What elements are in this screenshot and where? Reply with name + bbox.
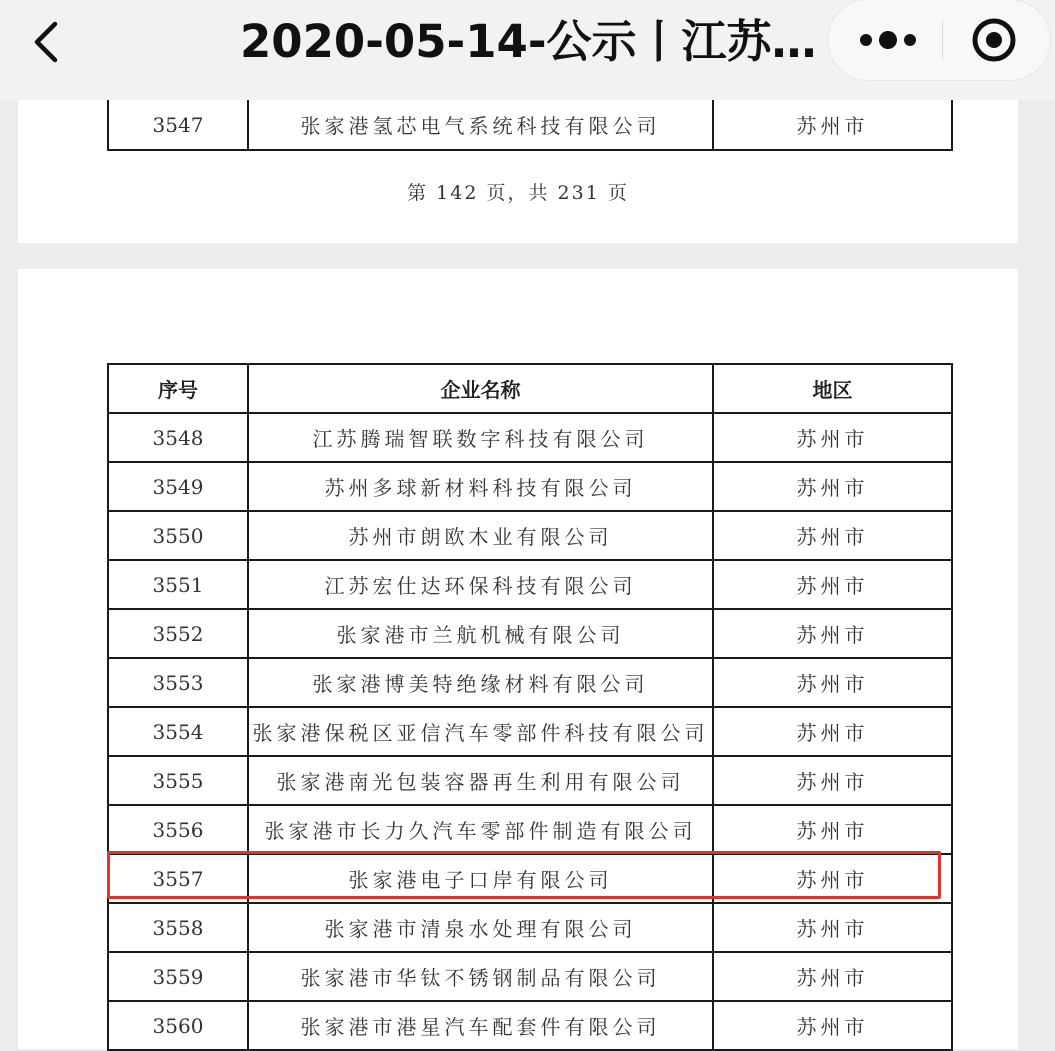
company-name: 张家港市清泉水处理有限公司 <box>248 903 713 952</box>
company-name: 张家港南光包装容器再生利用有限公司 <box>248 756 713 805</box>
close-button[interactable] <box>966 12 1022 68</box>
region: 苏州市 <box>713 413 952 462</box>
table-row <box>108 413 952 462</box>
company-name: 张家港市港星汽车配套件有限公司 <box>248 1001 713 1050</box>
table-row <box>108 462 952 511</box>
region: 苏州市 <box>713 462 952 511</box>
company-name: 张家港市兰航机械有限公司 <box>248 609 713 658</box>
company-name: 苏州多球新材料科技有限公司 <box>248 462 713 511</box>
region: 苏州市 <box>713 707 952 756</box>
region: 苏州市 <box>713 560 952 609</box>
region: 苏州市 <box>713 805 952 854</box>
table-row <box>108 658 952 707</box>
row-number: 3559 <box>108 952 248 1001</box>
header-region: 地区 <box>713 364 952 413</box>
row-number: 3554 <box>108 707 248 756</box>
region: 苏州市 <box>713 854 952 903</box>
row-number: 3551 <box>108 560 248 609</box>
table-header-row <box>108 364 952 413</box>
nav-bar <box>0 0 1055 100</box>
row-number: 3560 <box>108 1001 248 1050</box>
table-row <box>108 952 952 1001</box>
row-number: 3550 <box>108 511 248 560</box>
company-name: 张家港氢芯电气系统科技有限公司 <box>248 99 713 150</box>
company-table-page-142 <box>107 98 953 151</box>
company-name: 张家港市长力久汽车零部件制造有限公司 <box>248 805 713 854</box>
more-button[interactable] <box>848 15 928 65</box>
page-title: 2020-05-14-公示丨江苏… <box>240 15 817 68</box>
table-row <box>108 511 952 560</box>
row-number: 3547 <box>108 99 248 150</box>
capsule-divider <box>942 20 943 60</box>
table-row <box>108 1001 952 1050</box>
table-row <box>108 707 952 756</box>
target-close-icon <box>966 12 1022 68</box>
back-button[interactable] <box>22 16 72 66</box>
row-number: 3557 <box>108 854 248 903</box>
region: 苏州市 <box>713 99 952 150</box>
mini-program-capsule <box>828 0 1050 80</box>
header-number: 序号 <box>108 364 248 413</box>
row-number: 3556 <box>108 805 248 854</box>
page-number-footer: 第 142 页，共 231 页 <box>407 182 629 204</box>
company-name: 张家港电子口岸有限公司 <box>248 854 713 903</box>
region: 苏州市 <box>713 609 952 658</box>
row-number: 3558 <box>108 903 248 952</box>
region: 苏州市 <box>713 952 952 1001</box>
row-number: 3555 <box>108 756 248 805</box>
header-company-name: 企业名称 <box>248 364 713 413</box>
region: 苏州市 <box>713 511 952 560</box>
company-table-page-143 <box>107 363 953 1051</box>
region: 苏州市 <box>713 1001 952 1050</box>
table-row <box>108 99 952 150</box>
table-row <box>108 805 952 854</box>
document-page-142 <box>18 100 1018 243</box>
region: 苏州市 <box>713 658 952 707</box>
row-number: 3553 <box>108 658 248 707</box>
company-name: 江苏宏仕达环保科技有限公司 <box>248 560 713 609</box>
company-name: 张家港市华钛不锈钢制品有限公司 <box>248 952 713 1001</box>
document-page-143 <box>18 269 1018 1049</box>
region: 苏州市 <box>713 903 952 952</box>
table-row <box>108 609 952 658</box>
table-row <box>108 560 952 609</box>
company-name: 张家港保税区亚信汽车零部件科技有限公司 <box>248 707 713 756</box>
table-row <box>108 756 952 805</box>
more-dots-icon <box>848 15 928 65</box>
table-row <box>108 903 952 952</box>
company-name: 江苏腾瑞智联数字科技有限公司 <box>248 413 713 462</box>
company-name: 苏州市朗欧木业有限公司 <box>248 511 713 560</box>
row-number: 3548 <box>108 413 248 462</box>
chevron-left-icon <box>22 16 72 66</box>
company-name: 张家港博美特绝缘材料有限公司 <box>248 658 713 707</box>
row-number: 3552 <box>108 609 248 658</box>
region: 苏州市 <box>713 756 952 805</box>
row-number: 3549 <box>108 462 248 511</box>
table-row-highlighted <box>108 854 952 903</box>
